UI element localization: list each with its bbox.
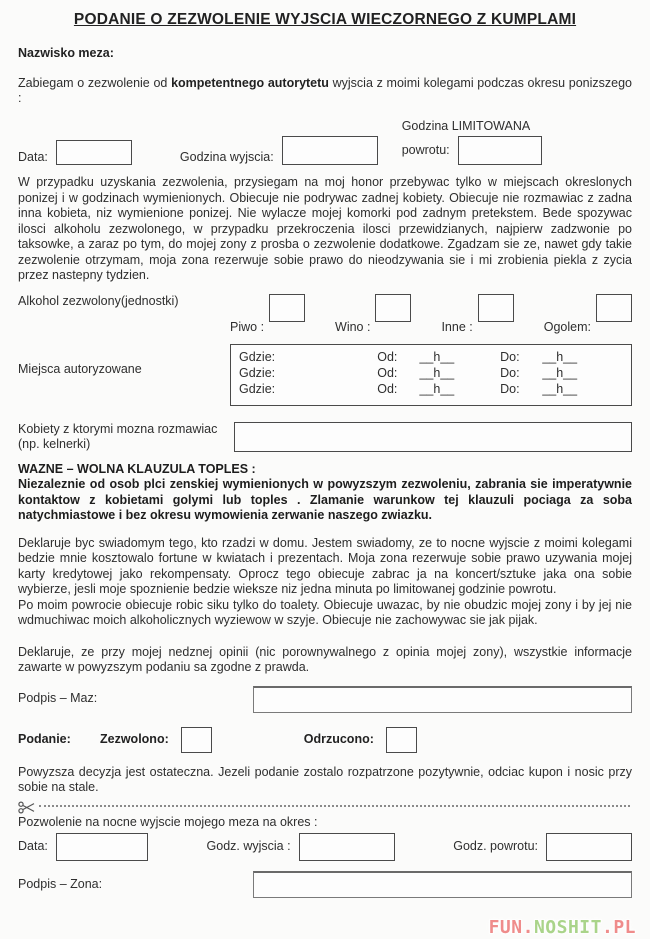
coupon-exit-field[interactable] — [299, 833, 395, 861]
place-row — [239, 381, 623, 397]
coupon-fields-row — [18, 833, 632, 861]
place-to-label: Do: — [500, 381, 520, 396]
declaration-part1: Deklaruje byc swiadomym tego, kto rzadzi w domu. Jestem swiadomy, ze to nocne wyjscie z moimi kolegami bedzie mnie kosztowalo fortune w kwiatach i prezentach. Moja zona rezerwuje sobie prawo uzywania mojej karty kredytowej jako rekompensaty. Oprocz tego obiecuje zabrac ja na koncert/sztuke jaka ona sobie wybierze, jesli moje spoznienie bedzie wieksze niz jedna minuta po limitowanej godzinie powrotu. — [18, 535, 632, 596]
beer-field[interactable] — [269, 294, 305, 322]
coupon-date-field[interactable] — [56, 833, 148, 861]
scissors-icon — [18, 801, 35, 814]
date-label: Data: — [18, 149, 48, 164]
authorized-places-table[interactable] — [230, 344, 632, 406]
place-to-value[interactable]: __h__ — [542, 365, 578, 380]
allowed-women-label-line1: Kobiety z ktorymi mozna rozmawiac — [18, 421, 218, 436]
alcohol-group-other — [441, 294, 513, 338]
approved-label: Zezwolono: — [100, 731, 169, 746]
total-field[interactable] — [596, 294, 632, 322]
authorized-places-label: Miejsca autoryzowane — [18, 361, 142, 376]
husband-name-label: Nazwisko meza: — [18, 46, 114, 60]
authorized-places-section — [18, 344, 632, 406]
total-label: Ogolem: — [543, 320, 591, 334]
place-where-label: Gdzie: — [239, 365, 276, 380]
limited-return-cell — [402, 119, 542, 166]
allowed-women-field[interactable] — [234, 422, 632, 452]
rejected-label: Odrzucono: — [303, 731, 374, 746]
other-label: Inne : — [441, 320, 473, 334]
return-time-field[interactable] — [458, 136, 542, 165]
limited-return-label-line2: powrotu: — [401, 142, 450, 157]
coupon-exit-label: Godz. wyjscia : — [206, 839, 291, 854]
decision-label: Podanie: — [18, 731, 71, 746]
place-to-value[interactable]: __h__ — [542, 349, 578, 364]
intro-text-post: wyjscia z moimi kolegami podczas okresu ponizszego : — [18, 75, 632, 105]
alcohol-group-wine — [335, 294, 411, 338]
approved-checkbox[interactable] — [181, 727, 212, 753]
coupon-return-label: Godz. powrotu: — [453, 839, 538, 854]
place-to-value[interactable]: __h__ — [542, 381, 578, 396]
coupon-exit-cell — [207, 833, 395, 861]
husband-signature-row — [18, 686, 632, 713]
alcohol-section — [18, 294, 632, 338]
coupon-title: Pozwolenie na nocne wyjscie mojego meza na okres : — [18, 814, 318, 829]
intro-text-pre: Zabiegam o zezwolenie od — [18, 75, 172, 90]
place-where-label: Gdzie: — [239, 381, 276, 396]
oath-paragraph: W przypadku uzyskania zezwolenia, przysiegam na moj honor przebywac tylko w miejscach okreslonych ponizej i w godzinach wymienionych. Obiecuje nie podrywac zadnej kobiety. Obiecuje nie rozmawiac z zadna inna kobieta, niz wymienione ponizej. Nie wylacze mojej komorki pod zadnym pretekstem. Bede spozywac ilosci alkoholu zezwolonego, w przypadku przekroczenia ilosci przewidzianych, najpierw zadzwonie po taksowke, a zaraz po tym, do mojej zony z prosba o zezwolenie dodatkowe. Zgadzam sie ze, nawet gdy takie zezwolenie otrzymam, moja zona rezerwuje sobie prawo do nieodzywania sie i mi zrobienia piekla z zycia przez nastepny tydzien. — [18, 175, 632, 282]
husband-signature-label: Podpis – Maz: — [18, 691, 98, 706]
place-where-label: Gdzie: — [239, 349, 276, 364]
watermark-part2: NOSHIT — [533, 916, 602, 938]
coupon-date-label: Data: — [18, 839, 48, 854]
coupon-return-field[interactable] — [546, 833, 632, 861]
exit-time-label: Godzina wyjscia: — [179, 149, 274, 164]
truth-declaration-paragraph: Deklaruje, ze przy mojej nedznej opinii (nic porownywalnego z opinia mojej zony), wszystkie informacje zawarte w powyzszym podaniu sa zgodne z prawda. — [18, 644, 632, 674]
declaration-paragraph — [18, 536, 632, 629]
coupon-date-cell — [18, 833, 148, 861]
topless-clause-heading: WAZNE – WOLNA KLAUZULA TOPLES : — [18, 461, 256, 476]
decision-row — [18, 727, 632, 753]
rejected-checkbox[interactable] — [386, 727, 417, 753]
place-from-label: Od: — [377, 381, 398, 396]
alcohol-group-total — [544, 294, 632, 338]
husband-signature-field[interactable] — [253, 686, 632, 713]
date-field[interactable] — [56, 140, 132, 165]
other-field[interactable] — [478, 294, 514, 322]
wine-label: Wino : — [335, 320, 371, 334]
place-to-label: Do: — [500, 365, 520, 380]
intro-paragraph — [18, 76, 632, 107]
alcohol-label: Alkohol zezwolony(jednostki) — [18, 293, 179, 308]
place-from-value[interactable]: __h__ — [419, 381, 455, 396]
wine-field[interactable] — [375, 294, 411, 322]
place-from-label: Od: — [377, 349, 398, 364]
date-time-row — [18, 119, 632, 166]
wife-signature-label: Podpis – Zona: — [18, 876, 103, 891]
wife-signature-row — [18, 871, 632, 898]
declaration-part2: Po moim powrocie obiecuje robic siku tylko do toalety. Obiecuje uwazac, by nie obudzic mojej zony i by jej nie wdmuchiwac moich alkoholicznych wyziewow w szyje. Obiecuje nie zachowywac sie jak pijak. — [18, 597, 632, 627]
watermark — [488, 916, 636, 938]
place-row — [239, 349, 623, 365]
cut-dotted-line — [39, 805, 630, 807]
place-from-value[interactable]: __h__ — [419, 349, 455, 364]
topless-clause-body: Niezaleznie od osob plci zenskiej wymienionych w powyzszym zezwoleniu, zabrania sie imperatywnie kontaktow z kobietami golymi lub toples . Zlamanie warunkow tej klauzuli pociaga za soba natychmiastowe i bez okresu wymowienia zerwanie naszego zwiazku. — [18, 477, 632, 522]
place-from-value[interactable]: __h__ — [419, 365, 455, 380]
place-to-label: Do: — [500, 349, 520, 364]
limited-return-label-line1: Godzina LIMITOWANA — [401, 118, 531, 133]
alcohol-groups — [230, 294, 632, 338]
page-title: PODANIE O ZEZWOLENIE WYJSCIA WIECZORNEGO Z KUMPLAMI — [73, 11, 577, 28]
watermark-part3: .PL — [601, 916, 636, 938]
place-from-label: Od: — [377, 365, 398, 380]
wife-signature-field[interactable] — [253, 871, 632, 898]
allowed-women-label — [18, 422, 234, 452]
intro-text-bold: kompetentnego autorytetu — [171, 75, 329, 90]
place-row — [239, 365, 623, 381]
beer-label: Piwo : — [230, 320, 265, 334]
cut-line — [18, 800, 632, 815]
coupon-return-cell — [453, 833, 632, 861]
final-note-paragraph: Powyzsza decyzja jest ostateczna. Jezeli podanie zostalo rozpatrzone pozytywnie, odciac kupon i nosic przy sobie na stale. — [18, 764, 632, 794]
allowed-women-label-line2: (np. kelnerki) — [18, 436, 91, 451]
allowed-women-section — [18, 422, 632, 452]
exit-time-field[interactable] — [282, 136, 378, 165]
watermark-part1: FUN. — [488, 916, 534, 938]
alcohol-group-beer — [230, 294, 305, 338]
